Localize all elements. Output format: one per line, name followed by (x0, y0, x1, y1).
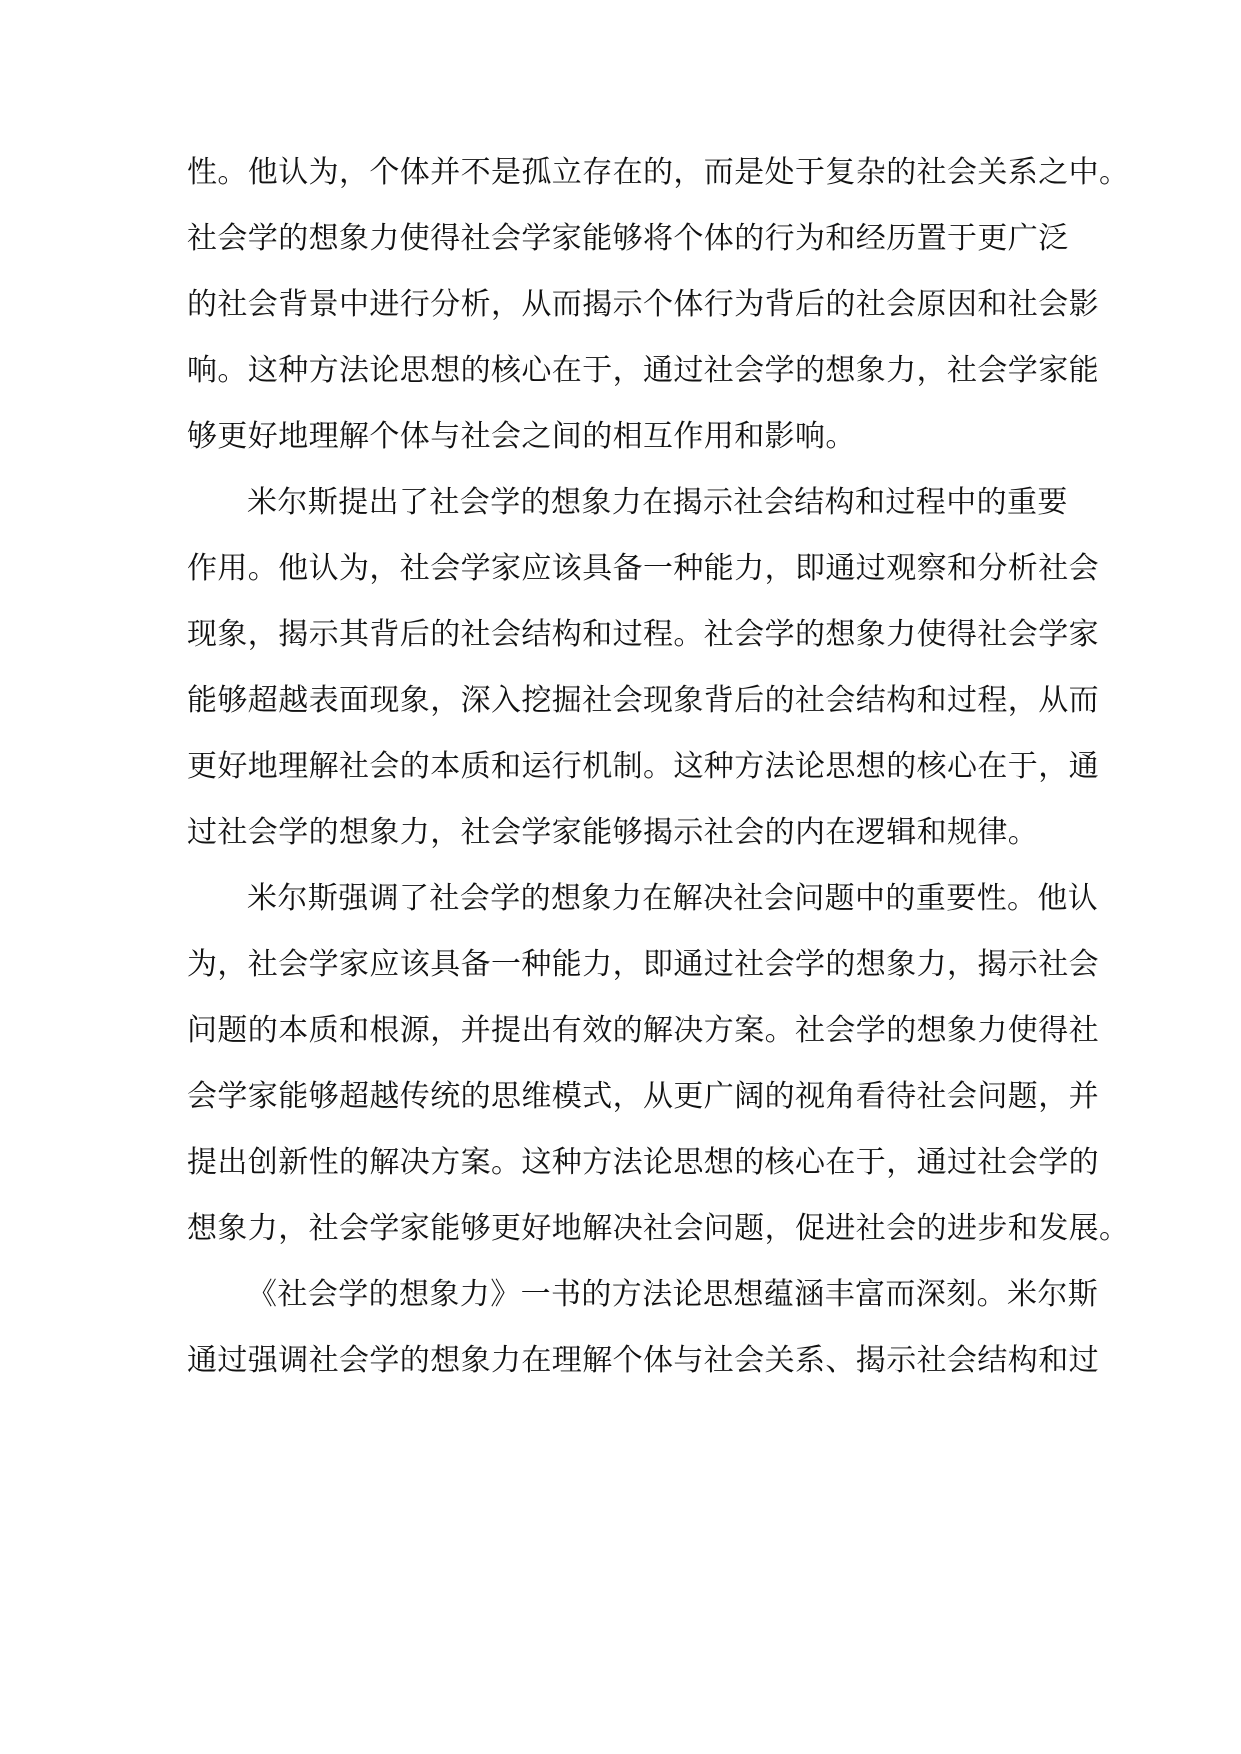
paragraph-2 (187, 470, 1099, 866)
text-line: 提出创新性的解决方案。这种方法论思想的核心在于，通过社会学的 (187, 1145, 1099, 1180)
paragraph-3 (187, 866, 1130, 1262)
text-line: 米尔斯提出了社会学的想象力在揭示社会结构和过程中的重要 (247, 485, 1068, 520)
text-line: 够更好地理解个体与社会之间的相互作用和影响。 (187, 419, 856, 454)
text-line: 社会学的想象力使得社会学家能够将个体的行为和经历置于更广泛 (187, 221, 1069, 256)
text-line: 能够超越表面现象，深入挖掘社会现象背后的社会结构和过程，从而 (187, 683, 1099, 718)
paragraph-1 (187, 140, 1130, 470)
text-line: 《社会学的想象力》一书的方法论思想蕴涵丰富而深刻。米尔斯 (247, 1277, 1099, 1312)
body-text (187, 140, 1130, 1394)
text-line: 问题的本质和根源，并提出有效的解决方案。社会学的想象力使得社 (187, 1013, 1099, 1048)
paragraph-4 (187, 1262, 1099, 1394)
text-line: 的社会背景中进行分析，从而揭示个体行为背后的社会原因和社会影 (187, 287, 1099, 322)
text-line: 米尔斯强调了社会学的想象力在解决社会问题中的重要性。他认 (247, 881, 1099, 916)
text-line: 会学家能够超越传统的思维模式，从更广阔的视角看待社会问题，并 (187, 1079, 1099, 1114)
text-line: 现象，揭示其背后的社会结构和过程。社会学的想象力使得社会学家 (187, 617, 1099, 652)
text-line: 过社会学的想象力，社会学家能够揭示社会的内在逻辑和规律。 (187, 815, 1039, 850)
text-line: 性。他认为，个体并不是孤立存在的，而是处于复杂的社会关系之中。 (187, 155, 1130, 190)
text-line: 响。这种方法论思想的核心在于，通过社会学的想象力，社会学家能 (187, 353, 1099, 388)
text-line: 作用。他认为，社会学家应该具备一种能力，即通过观察和分析社会 (187, 551, 1099, 586)
text-line: 为，社会学家应该具备一种能力，即通过社会学的想象力，揭示社会 (187, 947, 1099, 982)
text-line: 想象力，社会学家能够更好地解决社会问题，促进社会的进步和发展。 (187, 1211, 1130, 1246)
text-line: 更好地理解社会的本质和运行机制。这种方法论思想的核心在于，通 (187, 749, 1099, 784)
text-line: 通过强调社会学的想象力在理解个体与社会关系、揭示社会结构和过 (187, 1343, 1099, 1378)
